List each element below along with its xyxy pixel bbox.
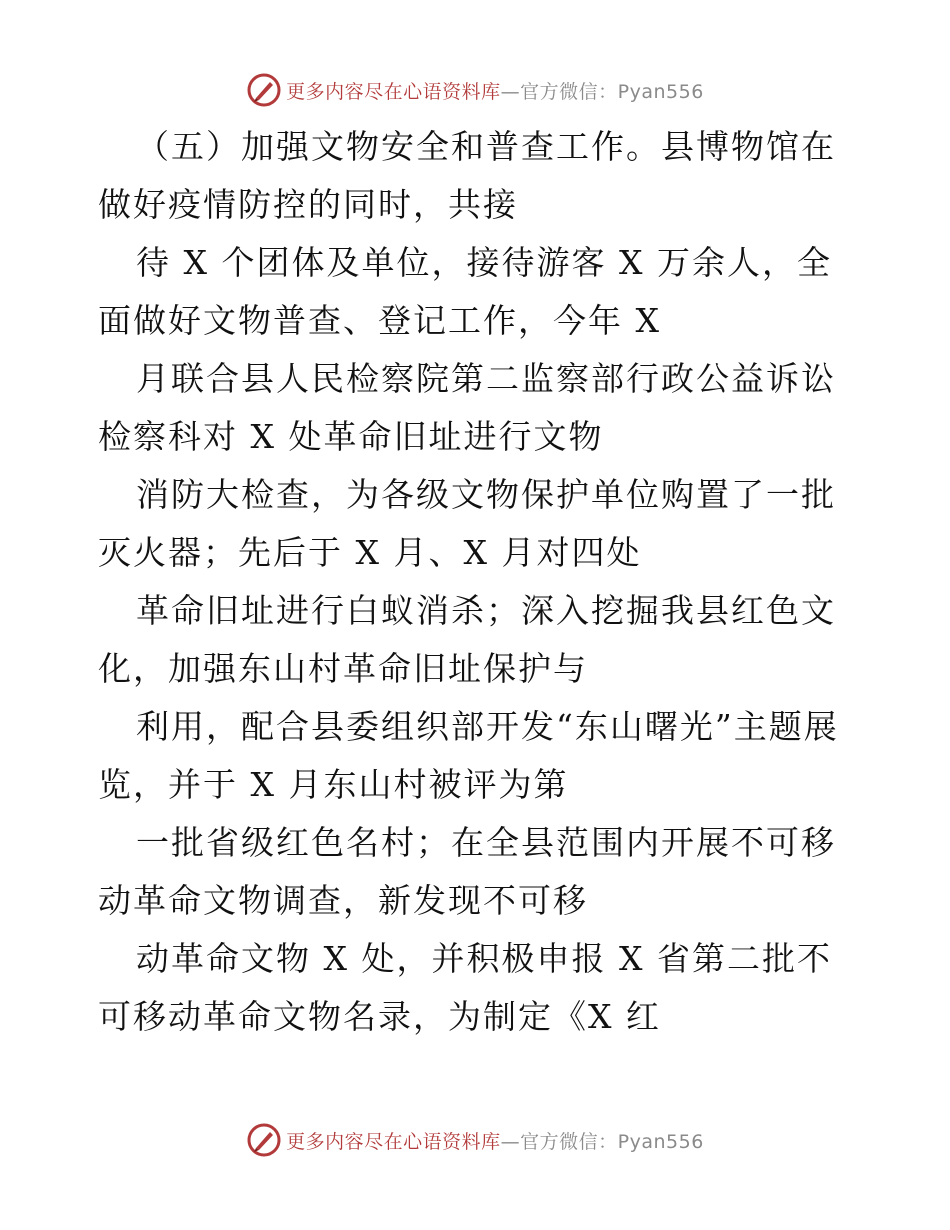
watermark-contact: 官方微信：Pyan556 bbox=[520, 1130, 704, 1153]
body-paragraph-2: 待 X 个团体及单位，接待游客 X 万余人，全面做好文物普查、登记工作，今年 X bbox=[98, 243, 832, 340]
watermark-group bbox=[246, 72, 704, 108]
body-paragraph-5: 革命旧址进行白蚁消杀；深入挖掘我县红色文化，加强东山村革命旧址保护与 bbox=[98, 591, 836, 688]
watermark-contact: 官方微信：Pyan556 bbox=[520, 80, 704, 103]
watermark-separator: — bbox=[500, 80, 521, 103]
footer-watermark bbox=[0, 1120, 950, 1160]
body-paragraph-3: 月联合县人民检察院第二监察部行政公益诉讼检察科对 X 处革命旧址进行文物 bbox=[98, 359, 836, 456]
watermark-brand: 更多内容尽在心语资料库 bbox=[286, 80, 501, 103]
watermark-text bbox=[286, 1127, 704, 1154]
watermark-group bbox=[246, 1122, 704, 1158]
body-paragraph-1: （五）加强文物安全和普查工作。县博物馆在做好疫情防控的同时，共接 bbox=[98, 127, 836, 224]
body-paragraph-6: 利用，配合县委组织部开发“东山曙光”主题展览，并于 X 月东山村被评为第 bbox=[98, 707, 839, 804]
document-body bbox=[98, 118, 858, 1046]
quill-logo-icon bbox=[246, 72, 282, 108]
watermark-separator: — bbox=[500, 1130, 521, 1153]
watermark-text bbox=[286, 77, 704, 104]
watermark-brand: 更多内容尽在心语资料库 bbox=[286, 1130, 501, 1153]
quill-logo-icon bbox=[246, 1122, 282, 1158]
body-paragraph-7: 一批省级红色名村；在全县范围内开展不可移动革命文物调查，新发现不可移 bbox=[98, 823, 836, 920]
header-watermark bbox=[0, 70, 950, 110]
body-paragraph-8: 动革命文物 X 处，并积极申报 X 省第二批不可移动革命文物名录，为制定《X 红 bbox=[98, 939, 832, 1036]
body-paragraph-4: 消防大检查，为各级文物保护单位购置了一批灭火器；先后于 X 月、X 月对四处 bbox=[98, 475, 836, 572]
